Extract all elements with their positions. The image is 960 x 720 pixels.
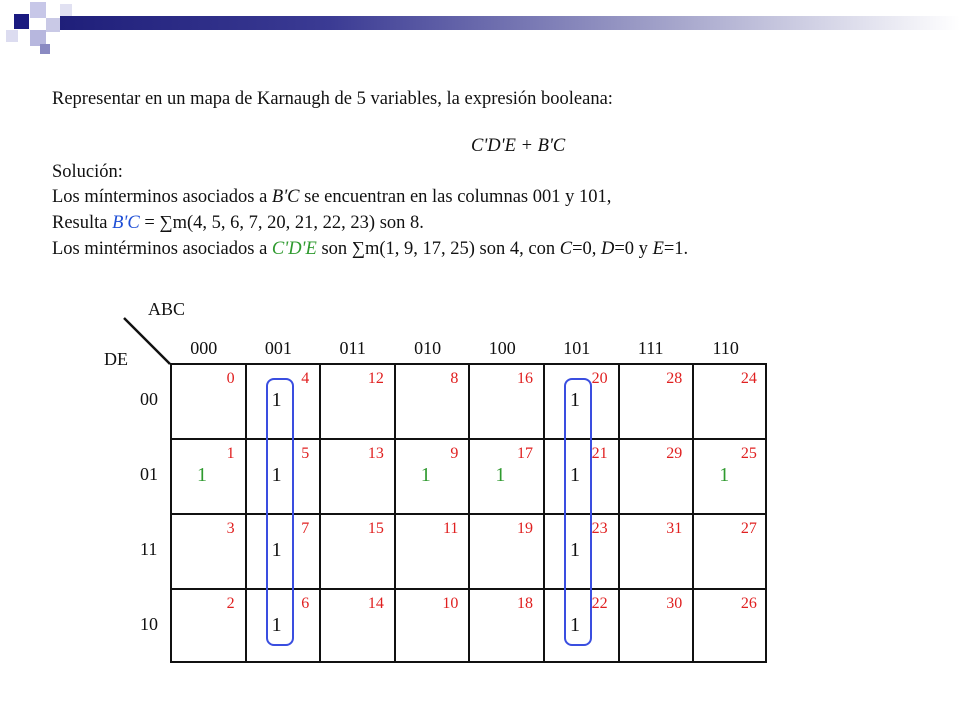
row-header: 00 [140,389,158,409]
minterm-number: 18 [517,595,533,612]
cell-one-value: 1 [271,389,282,411]
text-segment: Los mínterminos asociados a [52,187,272,207]
column-header: 101 [563,338,591,358]
cell-one-value: 1 [271,539,282,561]
column-header: 100 [488,338,516,358]
minterm-number: 28 [666,370,683,387]
text-segment: = ∑m(4, 5, 6, 7, 20, 21, 22, 23) son 8. [139,213,424,233]
minterm-number: 29 [666,445,683,462]
cell-one-value: 1 [570,539,580,561]
minterm-number: 13 [367,445,384,462]
minterm-number: 21 [591,445,608,462]
minterm-number: 4 [301,370,310,387]
minterm-number: 7 [301,520,310,537]
minterm-number: 23 [591,520,608,537]
minterm-number: 3 [226,520,235,537]
cell-one-value: 1 [719,464,730,486]
text-segment: Los mintérminos asociados a [52,239,272,259]
karnaugh-map-grid [170,363,767,663]
minterm-number: 27 [740,520,757,537]
minterm-number: 30 [666,595,683,612]
minterm-number: 5 [301,445,310,462]
term-bc-blue: B'C [112,213,140,233]
minterm-number: 15 [367,520,384,537]
minterm-number: 19 [517,520,533,537]
cell-one-value: 1 [271,614,282,636]
cell-one-value: 1 [570,389,580,411]
var-d: D [601,239,615,259]
problem-statement: Representar en un mapa de Karnaugh de 5 variables, la expresión booleana: [52,89,613,109]
minterm-number: 10 [442,595,459,612]
cell-one-value: 1 [570,614,580,636]
minterm-number: 2 [226,595,235,612]
text-segment: =1. [663,239,689,259]
text-segment: Resulta [52,213,113,233]
column-header: 110 [712,338,739,358]
column-header: 111 [637,338,664,358]
text-segment: =0, [572,239,601,259]
minterm-number: 31 [666,520,683,537]
term-cde-green: C'D'E [271,239,317,259]
minterm-number: 20 [591,370,608,387]
minterm-number: 12 [367,370,384,387]
grid-horizontal-line [172,513,765,515]
bc-group-loop [266,378,294,646]
column-header: 000 [190,338,218,358]
text-segment: son ∑m(1, 9, 17, 25) son 4, con [316,239,560,259]
minterm-number: 0 [226,370,235,387]
text-segment: se encuentran en las columnas 001 y 101, [299,187,612,207]
cell-one-value: 1 [495,464,506,486]
term-bc: B'C [271,187,300,207]
minterm-number: 1 [226,445,235,462]
minterm-number: 16 [517,370,533,387]
cell-one-value: 1 [420,464,431,486]
column-header: 001 [264,338,292,358]
column-header: 011 [339,338,366,358]
var-c: C [559,239,573,259]
minterm-number: 22 [591,595,608,612]
boolean-expression: C'D'E + B'C [471,136,566,156]
solution-heading: Solución: [52,162,123,182]
minterm-number: 24 [740,370,757,387]
grid-horizontal-line [172,438,765,440]
row-header: 10 [140,614,158,634]
minterm-number: 6 [301,595,310,612]
minterm-number: 26 [740,595,757,612]
minterm-number: 17 [517,445,533,462]
cell-one-value: 1 [570,464,580,486]
minterm-number: 8 [450,370,459,387]
abc-axis-label: ABC [148,299,186,319]
minterm-number: 11 [443,520,459,537]
text-segment: =0 y [614,239,653,259]
row-header: 01 [140,464,158,484]
minterm-number: 9 [450,445,459,462]
cell-one-value: 1 [271,464,282,486]
minterm-number: 25 [740,445,757,462]
row-header: 11 [140,539,158,559]
de-axis-label: DE [104,349,128,369]
minterm-number: 14 [367,595,384,612]
cell-one-value: 1 [197,464,207,486]
grid-horizontal-line [172,588,765,590]
bc-group-loop [564,378,592,646]
column-header: 010 [414,338,442,358]
var-e: E [652,239,664,259]
